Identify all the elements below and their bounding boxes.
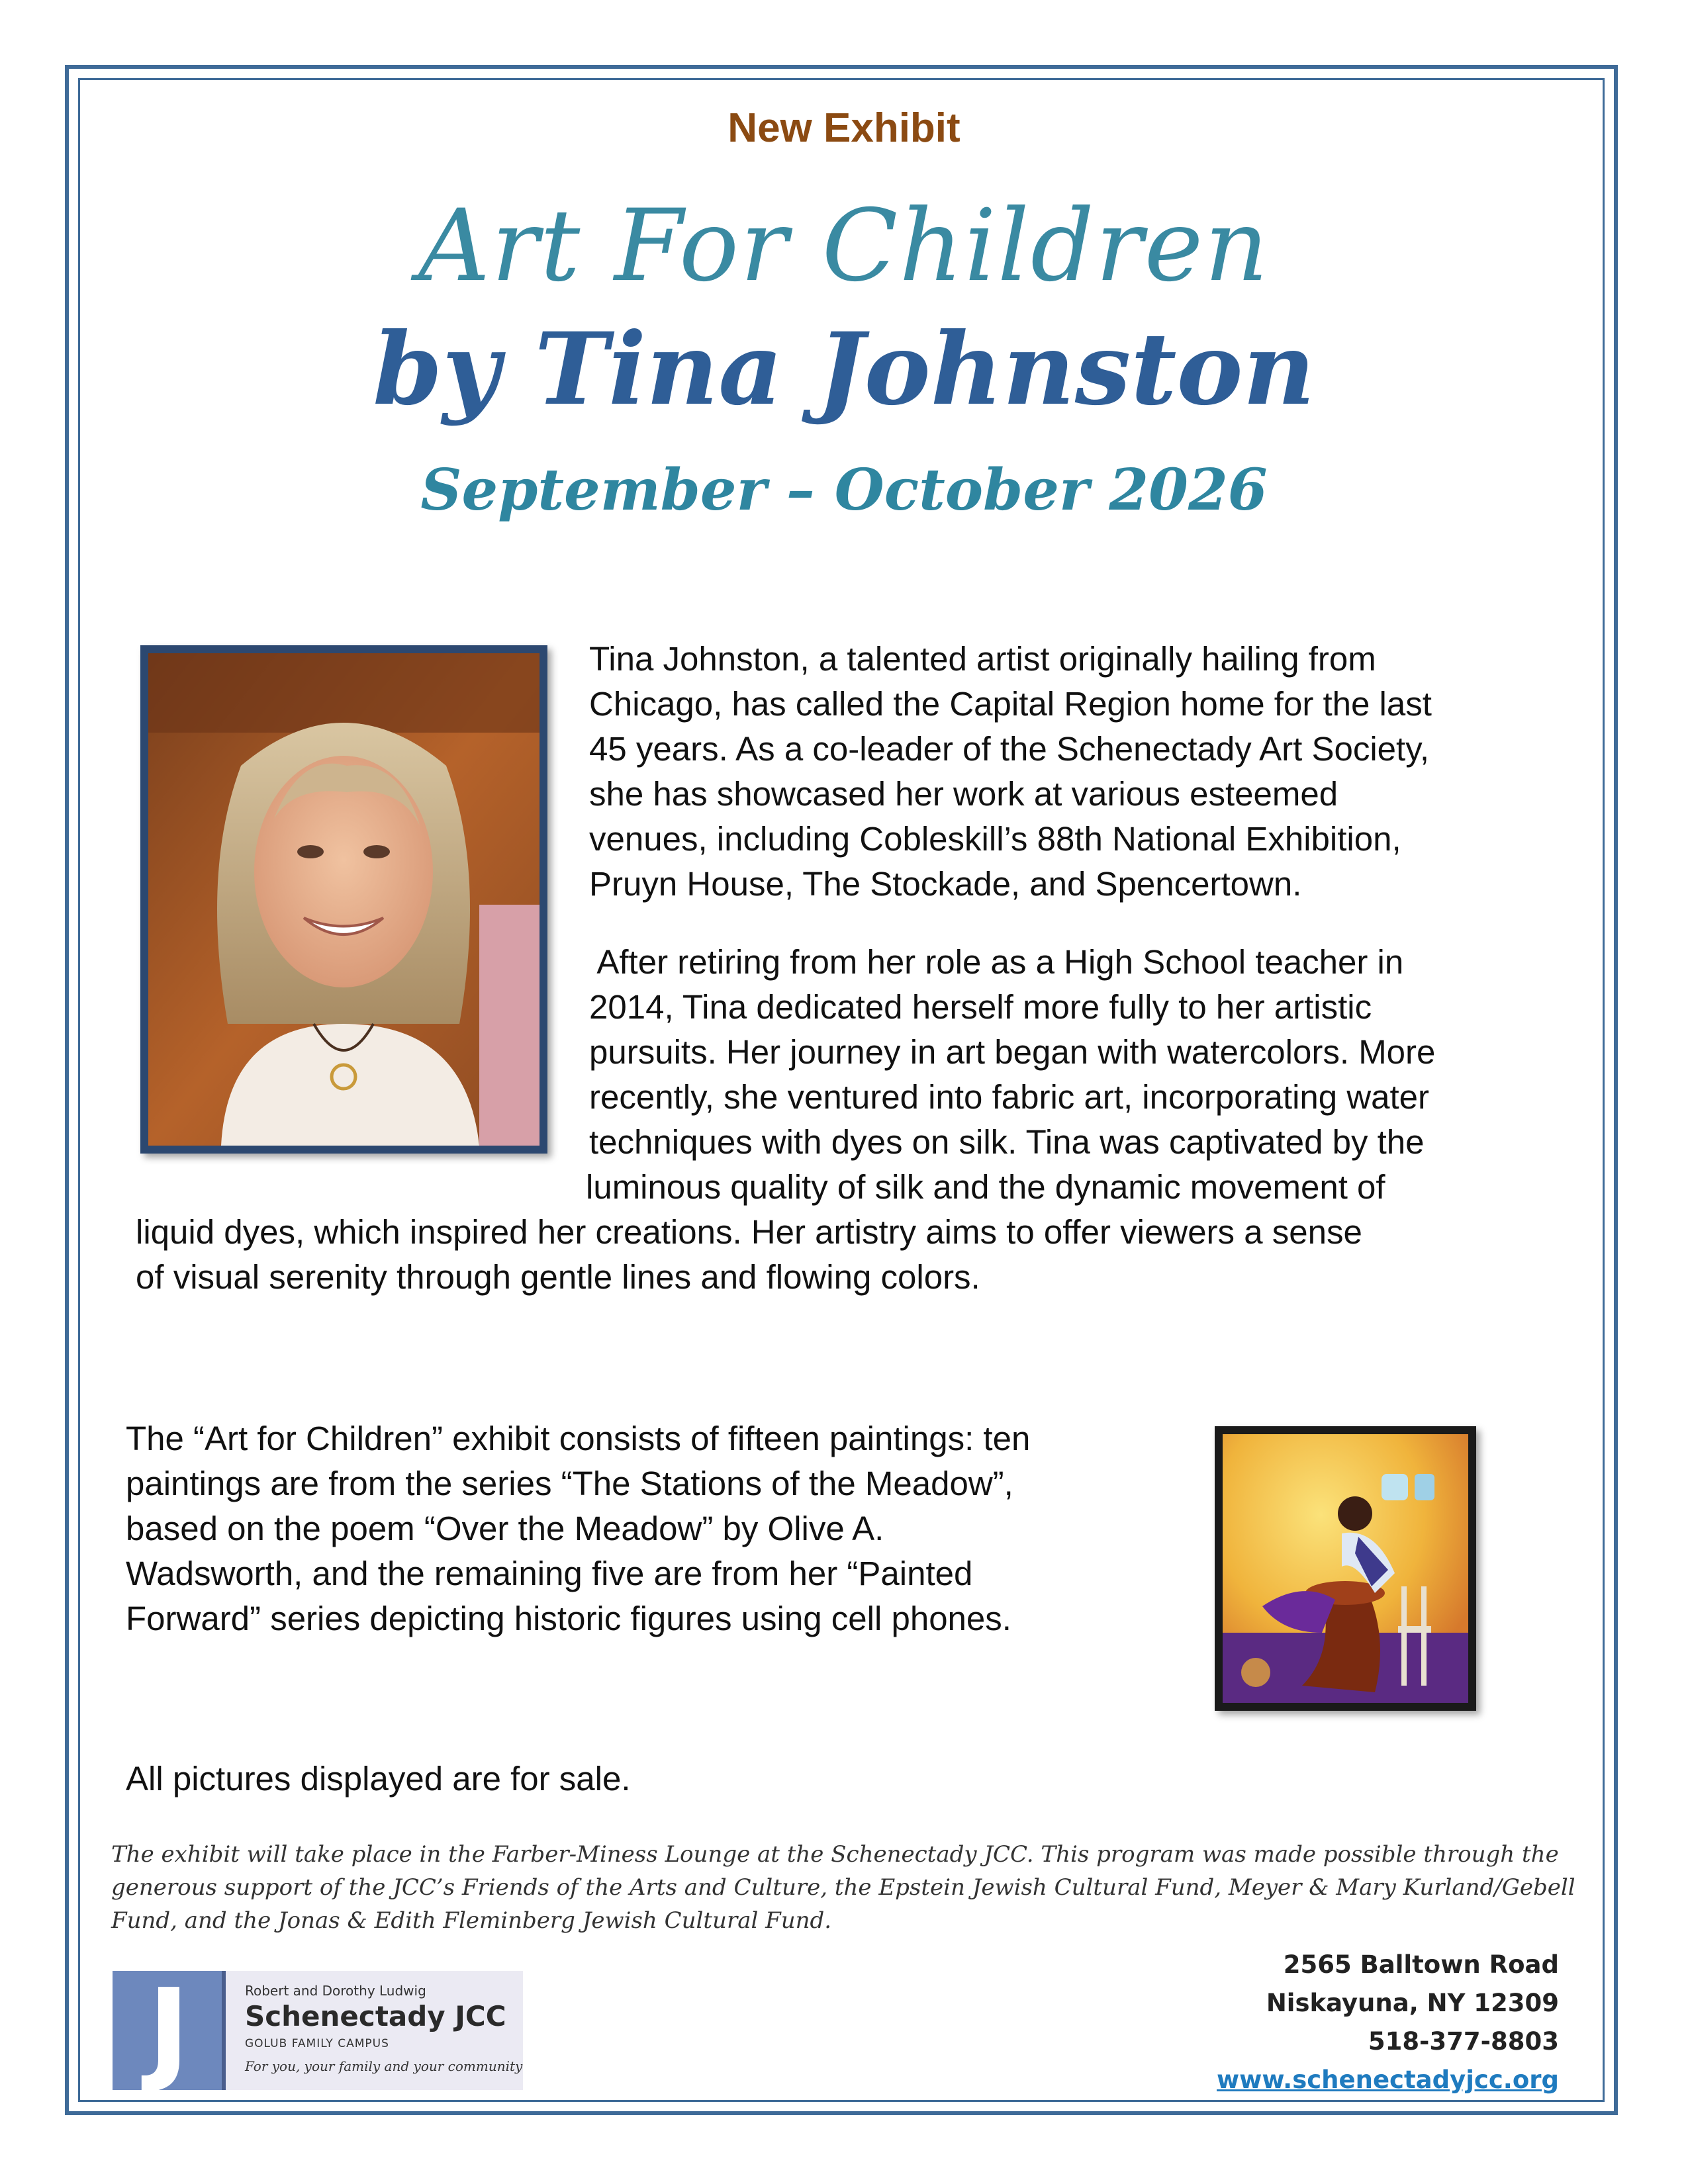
bio-paragraph-2-line-7: liquid dyes, which inspired her creations. Her artistry aims to offer viewers a sense xyxy=(136,1213,1362,1251)
jcc-logo-divider xyxy=(222,1971,226,2090)
bio-line: 45 years. As a co-leader of the Schenectady Art Society, xyxy=(589,730,1430,768)
painting-thumbnail xyxy=(1215,1426,1476,1711)
bio-line: Tina Johnston, a talented artist originally hailing from xyxy=(589,640,1376,678)
bio-paragraph-2-line-5: techniques with dyes on silk. Tina was captivated by the xyxy=(589,1123,1425,1161)
bio-paragraph-2-line-8: of visual serenity through gentle lines and flowing colors. xyxy=(136,1258,980,1296)
exhibit-line: paintings are from the series “The Stations of the Meadow”, xyxy=(126,1465,1013,1502)
exhibit-line: The “Art for Children” exhibit consists of fifteen paintings: ten xyxy=(126,1420,1031,1457)
exhibit-kicker: New Exhibit xyxy=(727,105,961,151)
bio-paragraph-2-line-1: After retiring from her role as a High School teacher in xyxy=(589,943,1404,981)
bio-paragraph-2-line-3: pursuits. Her journey in art began with watercolors. More xyxy=(589,1033,1436,1071)
bio-line: she has showcased her work at various esteemed xyxy=(589,775,1338,813)
bio-line: Pruyn House, The Stockade, and Spencertown. xyxy=(589,865,1302,903)
exhibit-description xyxy=(126,1416,1030,1641)
exhibit-line: based on the poem “Over the Meadow” by Olive A. xyxy=(126,1510,884,1547)
address-phone: 518-377-8803 xyxy=(1368,2027,1559,2056)
bio-line: venues, including Cobleskill’s 88th National Exhibition, xyxy=(589,820,1401,858)
exhibit-dates: September – October 2026 xyxy=(420,457,1268,523)
address-block xyxy=(1217,1946,1559,2099)
exhibit-line: Wadsworth, and the remaining five are from her “Painted xyxy=(126,1555,973,1592)
title-artist-name: by Tina Johnston xyxy=(373,311,1315,428)
jcc-logo-mark: J xyxy=(113,1971,225,2090)
exhibit-line: Forward” series depicting historic figures using cell phones. xyxy=(126,1600,1011,1637)
footer-note-line: The exhibit will take place in the Farber-Miness Lounge at the Schenectady JCC. This program was made possible through the xyxy=(111,1841,1559,1868)
footer-note xyxy=(111,1838,1575,1937)
address-street: 2565 Balltown Road xyxy=(1283,1950,1559,1979)
jcc-logo xyxy=(113,1965,523,2096)
address-city: Niskayuna, NY 12309 xyxy=(1266,1989,1559,2017)
logo-name: Schenectady JCC xyxy=(245,2000,506,2032)
bio-paragraph-2-line-4: recently, she ventured into fabric art, incorporating water xyxy=(589,1078,1430,1116)
title-art-for-children: Art For Children xyxy=(418,189,1270,304)
bio-line: Chicago, has called the Capital Region home for the last xyxy=(589,685,1432,723)
bio-paragraph-1 xyxy=(589,637,1432,907)
logo-sponsor-line: Robert and Dorothy Ludwig xyxy=(245,1983,426,1999)
bio-paragraph-2-line-2: 2014, Tina dedicated herself more fully to her artistic xyxy=(589,988,1372,1026)
footer-note-line: Fund, and the Jonas & Edith Fleminberg Jewish Cultural Fund. xyxy=(111,1907,832,1934)
logo-campus: GOLUB FAMILY CAMPUS xyxy=(245,2037,389,2050)
artist-portrait-photo xyxy=(140,645,547,1154)
bio-paragraph-2-line-6: luminous quality of silk and the dynamic movement of xyxy=(586,1168,1385,1206)
logo-tagline: For you, your family and your community xyxy=(245,2058,523,2074)
website-link[interactable]: www.schenectadyjcc.org xyxy=(1216,2066,1559,2094)
footer-note-line: generous support of the JCC’s Friends of the Arts and Culture, the Epstein Jewish Cultural Fund, Meyer & Mary Kurland/Gebell xyxy=(111,1874,1575,1901)
sale-note: All pictures displayed are for sale. xyxy=(126,1760,631,1797)
